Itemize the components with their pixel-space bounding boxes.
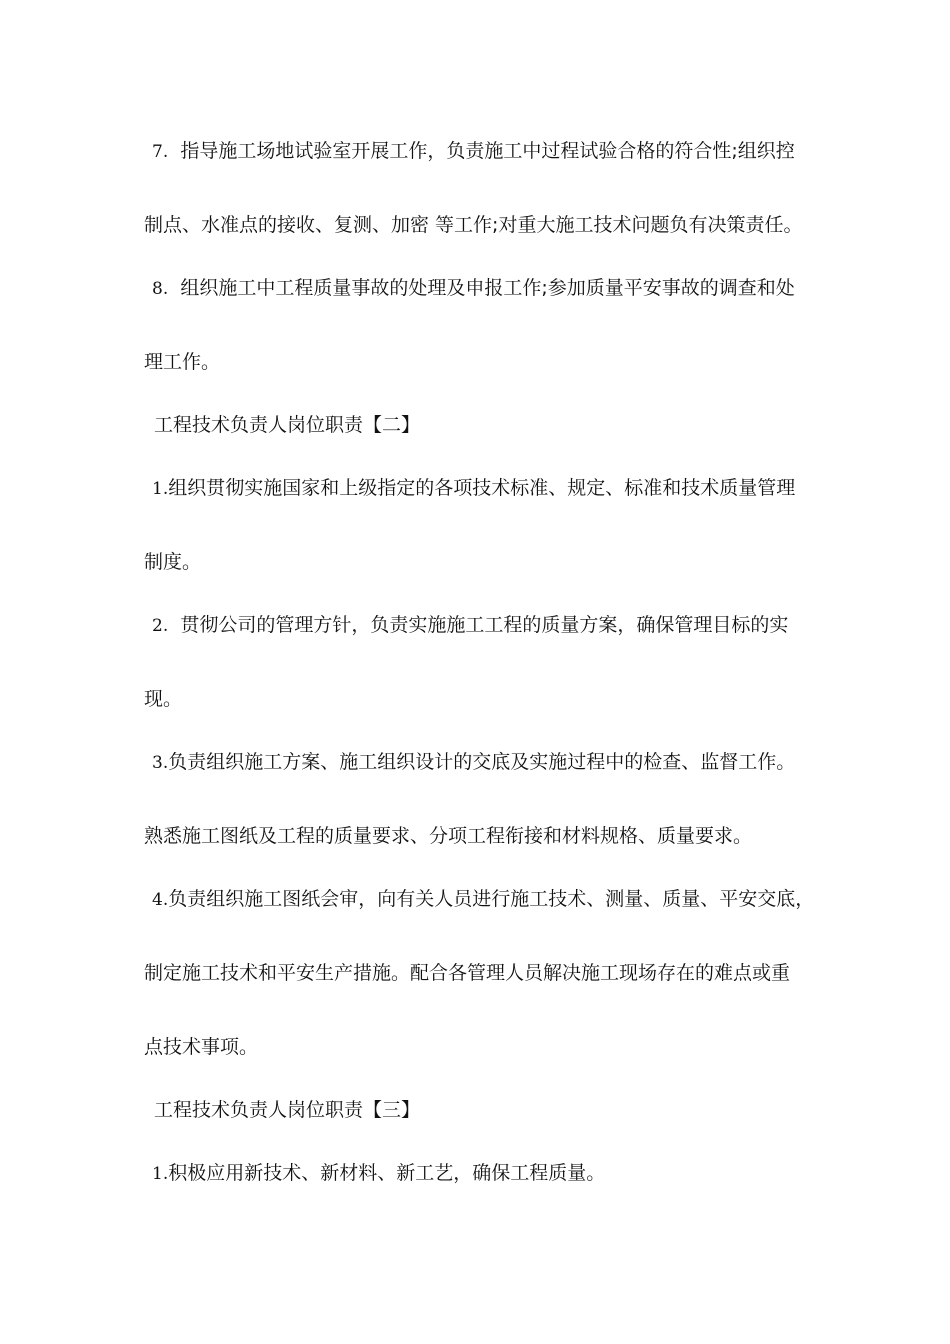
item-7-line-2: 制点、水准点的接收、复测、加密 等工作;对重大施工技术问题负有决策责任。 xyxy=(144,214,803,236)
s2-item-2-line-1 xyxy=(152,613,788,638)
s2-item-4-line-2: 制定施工技术和平安生产措施。配合各管理人员解决施工现场存在的难点或重 xyxy=(144,962,791,984)
s2-item-1-text-1: 组织贯彻实施国家和上级指定的各项技术标准、规定、标准和技术质量管理 xyxy=(168,477,796,499)
s2-item-4-text-1: 负责组织施工图纸会审，向有关人员进行施工技术、测量、质量、平安交底， xyxy=(168,888,815,910)
item-7-line-1 xyxy=(152,139,795,164)
s2-item-2-line-2: 现。 xyxy=(144,688,183,710)
s2-item-4-number: 4. xyxy=(152,890,169,910)
item-8-number: 8. xyxy=(152,279,169,299)
s2-item-4-line-1 xyxy=(152,887,814,912)
s2-item-4-line-3: 点技术事项。 xyxy=(144,1036,259,1058)
item-7-text-1: 指导施工场地试验室开展工作，负责施工中过程试验合格的符合性;组织控 xyxy=(180,140,795,162)
s2-item-3-line-2: 熟悉施工图纸及工程的质量要求、分项工程衔接和材料规格、质量要求。 xyxy=(144,825,753,847)
section-2-heading: 工程技术负责人岗位职责【二】 xyxy=(154,414,421,436)
s2-item-2-text-1: 贯彻公司的管理方针，负责实施施工工程的质量方案，确保管理目标的实 xyxy=(180,614,789,636)
s3-item-1-number: 1. xyxy=(152,1164,169,1184)
item-8-line-2: 理工作。 xyxy=(144,351,221,373)
item-8-line-1 xyxy=(152,276,795,301)
s3-item-1-text-1: 积极应用新技术、新材料、新工艺，确保工程质量。 xyxy=(168,1162,606,1184)
s3-item-1-line-1 xyxy=(152,1161,605,1186)
s2-item-3-line-1 xyxy=(152,750,795,775)
s2-item-1-number: 1. xyxy=(152,479,169,499)
section-3-heading: 工程技术负责人岗位职责【三】 xyxy=(154,1099,421,1121)
s2-item-2-number: 2. xyxy=(152,616,169,636)
item-8-text-1: 组织施工中工程质量事故的处理及申报工作;参加质量平安事故的调查和处 xyxy=(180,277,795,299)
s2-item-1-line-2: 制度。 xyxy=(144,551,202,573)
s2-item-1-line-1 xyxy=(152,476,795,501)
item-7-number: 7. xyxy=(152,142,169,162)
s2-item-3-text-1: 负责组织施工方案、施工组织设计的交底及实施过程中的检查、监督工作。 xyxy=(168,751,796,773)
s2-item-3-number: 3. xyxy=(152,753,169,773)
